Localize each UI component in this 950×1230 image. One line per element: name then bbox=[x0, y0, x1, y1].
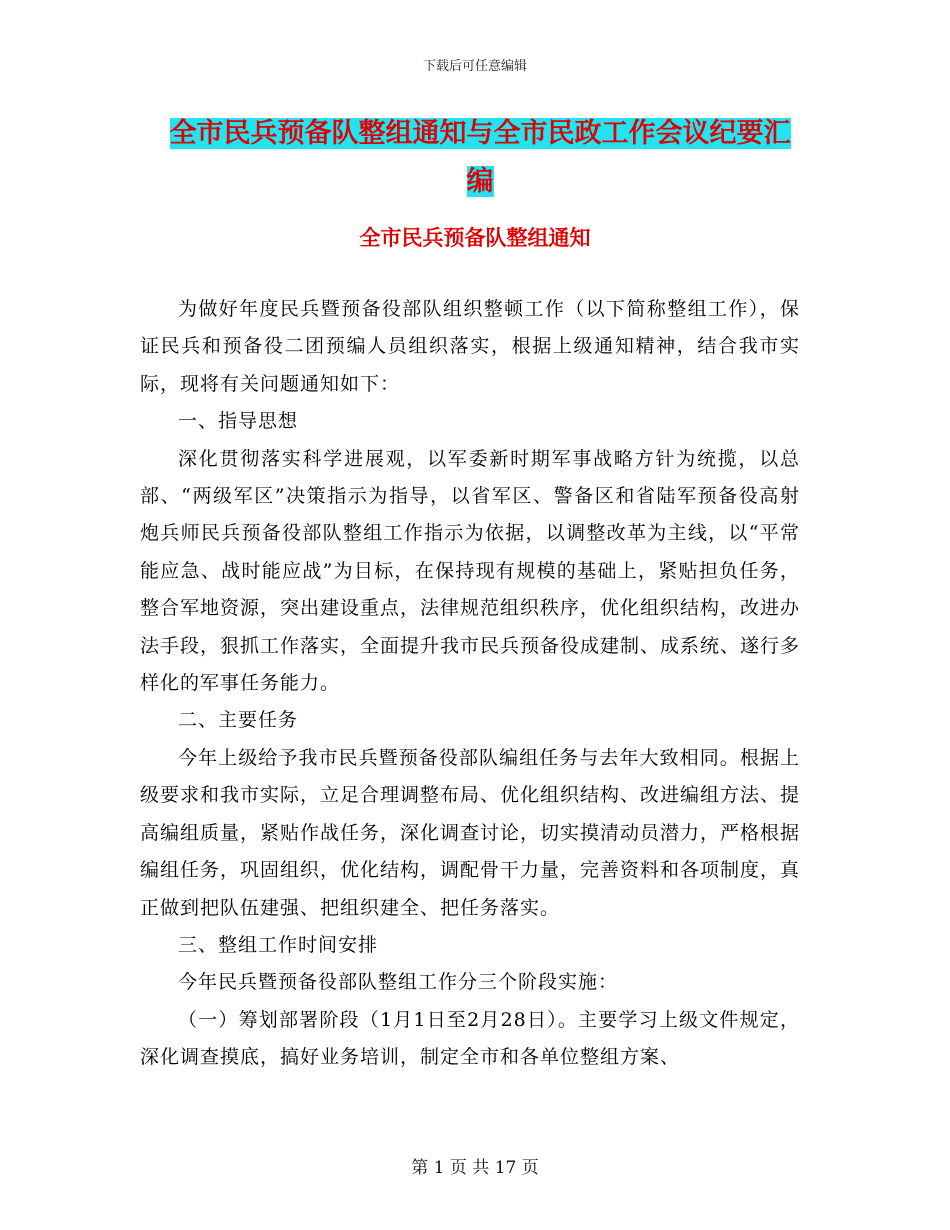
heading-guiding-thought: 一、指导思想 bbox=[178, 410, 299, 433]
document-title-line-1: 全市民兵预备队整组通知与全市民政工作会议纪要汇 bbox=[169, 118, 791, 149]
page-number-footer: 第 1 页 共 17 页 bbox=[411, 1158, 539, 1178]
guiding-thought-paragraph: 深化贯彻落实科学进展观，以军委新时期军事战略方针为统揽，以总部、“两级军区”决策指示为指导，以省军区、警备区和省陆军预备役高射炮兵师民兵预备役部队整组工作指示为依据，以调整改革为主线，以“平常能应急、战时能应战”为目标，在保持现有规模的基础上，紧贴担负任务，整合军地资源，突出建设重点，法律规范组织秩序，优化组织结构，改进办法手段，狠抓工作落实，全面提升我市民兵预备役成建制、成系统、遂行多样化的军事任务能力。 bbox=[140, 447, 801, 695]
document-title-line-2: 编 bbox=[466, 166, 494, 197]
heading-schedule: 三、整组工作时间安排 bbox=[178, 933, 379, 956]
phase-one-paragraph: （一）筹划部署阶段（1月1日至2月28日）。主要学习上级文件规定，深化调查摸底，搞好业务培训，制定全市和各单位整组方案、 bbox=[140, 1008, 800, 1069]
schedule-intro-paragraph: 今年民兵暨预备役部队整组工作分三个阶段实施： bbox=[178, 971, 619, 994]
intro-paragraph: 为做好年度民兵暨预备役部队组织整顿工作（以下简称整组工作），保证民兵和预备役二团预编人员组织落实，根据上级通知精神，结合我市实际，现将有关问题通知如下： bbox=[140, 298, 800, 395]
heading-main-tasks: 二、主要任务 bbox=[178, 709, 299, 732]
page-header-note: 下载后可任意编辑 bbox=[422, 59, 527, 74]
section-title: 全市民兵预备队整组通知 bbox=[359, 225, 591, 250]
document-title bbox=[150, 110, 810, 206]
main-tasks-paragraph: 今年上级给予我市民兵暨预备役部队编组任务与去年大致相同。根据上级要求和我市实际，立足合理调整布局、优化组织结构、改进编组方法、提高编组质量，紧贴作战任务，深化调查讨论，切实摸清动员潜力，严格根据编组任务，巩固组织，优化结构，调配骨干力量，完善资料和各项制度，真正做到把队伍建强、把组织建全、把任务落实。 bbox=[140, 746, 801, 919]
document-body bbox=[140, 291, 800, 1077]
